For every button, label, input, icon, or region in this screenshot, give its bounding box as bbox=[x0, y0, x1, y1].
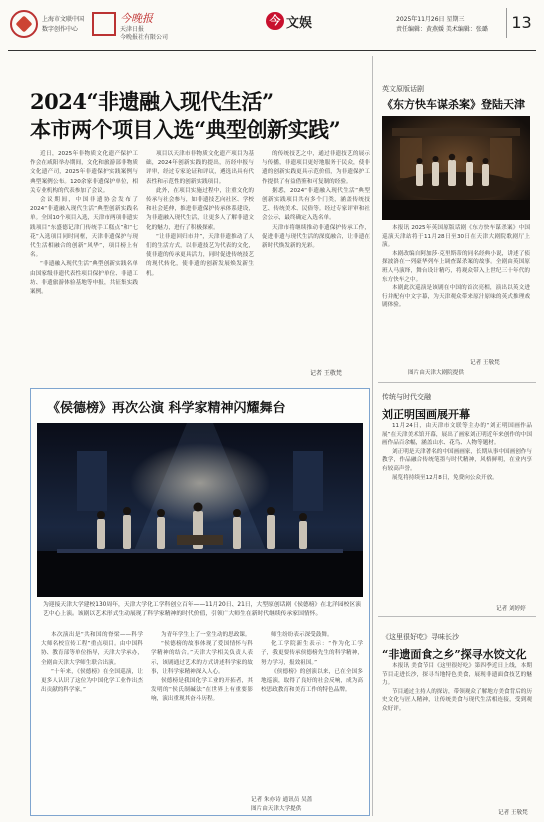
paragraph: 展览将持续至12月8日，免费向公众开放。 bbox=[392, 474, 498, 481]
feature-headline: 《侯德榜》再次公演 科学家精神闪耀舞台 bbox=[47, 401, 286, 416]
feature-photo-caption: 为迎接天津大学建校130周年，天津大学化工学科创立百年——11月20日、21日，大型原创话剧《侯德榜》在北洋园校区演艺中心上演。该剧以艺术形式生动展现了科学家精神的时代价值，引领广大师生在新时代继续传承家国情怀。 bbox=[43, 602, 361, 617]
section-badge: 今 bbox=[266, 12, 284, 30]
paragraph: 师生纷纷表示深受鼓舞。 bbox=[271, 632, 333, 638]
lead-column-3 bbox=[262, 150, 370, 368]
right-bottom-headline: “非遗面食之乡”探寻水饺文化 bbox=[382, 648, 527, 661]
paragraph: “让非遗回归市井”，天津非遗推动了人们的生活方式，以非遗技艺为代表的文化，使非遗的传承更具活力，同时促进传统技艺的现代转化，使非遗的创新发展焕发新生机。 bbox=[146, 233, 254, 277]
newspaper-logo-text-1: 天津日报 bbox=[120, 26, 145, 33]
right-mid-headline: 刘正明国画展开幕 bbox=[382, 408, 470, 421]
feature-article-body bbox=[41, 631, 363, 791]
section-name: 文娱 bbox=[286, 16, 313, 31]
publisher-logo-icon bbox=[10, 10, 38, 38]
paragraph: 的传统技艺之中，通过非遗技艺的展示与传播，非遗项目更好地服务于民众，使非遗的创新实践更具示范价值，为非遗保护工作提供了有益借鉴和可复制的经验。 bbox=[262, 151, 370, 185]
paragraph: 节目通过主持人的探访，带领观众了解地方美食背后的历史文化与匠人精神，让传统美食与现代生活相连接，受到观众好评。 bbox=[382, 688, 532, 712]
paragraph: “侯德榜的故事体现了爱国情怀与科学精神的结合。”天津大学相关负责人表示，该剧通过艺术的方式讲述科学家的故事，让科学家精神深入人心。 bbox=[151, 641, 253, 675]
lead-headline-line-1: 2024“非遗融入现代生活” bbox=[30, 89, 274, 114]
paragraph: 刘正明是天津著名的中国画画家，长期从事中国画创作与教学，作品融合传统笔墨与时代精神，风格鲜明，在业内享有较高声誉。 bbox=[382, 448, 532, 472]
newspaper-logo-icon bbox=[92, 12, 116, 36]
feature-box bbox=[30, 388, 370, 816]
paragraph: 11月24日，由天津市文联等主办的“刘正明国画作品展”在天津美术馆开幕，展出了画家刘正明近年来创作的中国画作品百余幅，涵盖山水、花鸟、人物等题材。 bbox=[382, 423, 532, 447]
right-divider-2 bbox=[378, 616, 536, 617]
paragraph: 项目以天津市非物质文化遗产项目为基础，2024年创新实践的提出，历经申报与评审，经过专家论证和评议，遴选出具有代表性和示范性的创新实践项目。 bbox=[146, 151, 254, 185]
right-bottom-article-body bbox=[382, 662, 532, 808]
paragraph: 会议期间，中国非遗协会发布了2024“非遗融入现代生活”典型创新实践名单。全国10个项目入选，天津市两项非遗实践项目“东盛德记津门传统手工糕点”和“七花”入选项目同时同框，天津非遗保护与现代生活相融合的创新“风华”，项目榜上有名。 bbox=[30, 197, 138, 259]
editor-credits: 责任编辑：黄燕媛 美术编辑：张璐 bbox=[396, 26, 488, 33]
right-divider-1 bbox=[378, 382, 536, 383]
feature-byline: 记者 朱亦诗 通讯员 吴蔷 bbox=[251, 797, 313, 803]
paragraph: 侯德榜是我国化学工业的开拓者，其发明的“侯氏制碱法”在世界上有重要影响，演出重现其奋斗历程。 bbox=[151, 678, 253, 703]
right-top-byline: 记者 王敬梵 bbox=[470, 360, 500, 366]
right-top-kicker: 英文原版话剧 bbox=[382, 85, 424, 93]
feature-column-3 bbox=[261, 631, 363, 791]
lead-column-2 bbox=[146, 150, 254, 368]
right-mid-article-body bbox=[382, 422, 532, 592]
paragraph: 近日，2025年非物质文化遗产保护工作会在咸阳举办期间，文化和旅游部非物质文化遗产司，2025年非遗保护实践案例与典型案例公布。120余家非遗保护单位，相关专业机构的代表参加了会议。 bbox=[30, 151, 138, 194]
paragraph: 本报讯 美食节目《这里很好吃》第四季近日上线，本期节目走进长沙，探寻当地特色美食，展现非遗面食技艺的魅力。 bbox=[382, 663, 532, 687]
paragraph: 本次演出是“共和国的脊梁——科学大师名校宣传工程”重点项目。由中国科协、教育部等单位指导，天津大学承办，全剧由天津大学师生联合出演。 bbox=[41, 632, 143, 666]
feature-column-2 bbox=[151, 631, 253, 791]
right-top-photo-credit: 图片由天津大剧院提供 bbox=[408, 370, 464, 376]
feature-photo-illustration bbox=[37, 423, 363, 597]
column-divider bbox=[372, 56, 373, 816]
paragraph: “十年来，《侯德榜》在全国巡演，让更多人认识了这位为中国化学工业作出杰出贡献的科学家。” bbox=[41, 668, 143, 694]
newspaper-logo-text-2: 今晚报社有限公司 bbox=[120, 34, 169, 41]
paragraph: 本剧此次巡演是该剧在中国的首次亮相，演出以英文进行并配有中文字幕，为天津观众带来原汁原味的英式推理戏剧体验。 bbox=[382, 285, 530, 309]
paragraph: “非遗融入现代生活”典型创新实践名单由国家级非遗代表性项目保护单位、非遗工坊、非遗旅游体验基地等申报，共征集实践案例。 bbox=[30, 261, 138, 296]
feature-photo-credit: 图片由天津大学提供 bbox=[251, 806, 302, 812]
lead-column-1 bbox=[30, 150, 138, 368]
right-bottom-kicker: 《这里很好吃》寻味长沙 bbox=[382, 633, 459, 641]
paragraph: 据悉，2024“非遗融入现代生活”典型创新实践项目共有多个门类，涵盖传统技艺、传统美术、民俗等。经过专家评审和社会公示，最终确定入选名单。 bbox=[262, 187, 370, 222]
publisher-logo-text-1: 上海市文联中国 bbox=[42, 16, 85, 23]
paragraph: 本报讯 2025年英国原版话剧《东方快车谋杀案》中国巡演天津站将于11月28日至30日在天津大剧院歌剧厅上演。 bbox=[382, 225, 530, 249]
paragraph: 天津市将继续推动非遗保护传承工作，促进非遗与现代生活的深度融合，让非遗在新时代焕发新的光彩。 bbox=[262, 224, 370, 250]
right-mid-byline: 记者 刘婷婷 bbox=[496, 606, 526, 612]
lead-headline-line-2: 本市两个项目入选“典型创新实践” bbox=[30, 117, 341, 142]
newspaper-logo bbox=[92, 10, 169, 44]
right-top-headline: 《东方快车谋杀案》登陆天津 bbox=[382, 98, 525, 111]
publisher-logo-text-2: 数字创作中心 bbox=[42, 26, 79, 33]
paragraph: 本剧改编自阿加莎·克里斯蒂的同名经典小说，讲述了侦探波洛在一列豪华列车上调查谋杀案的故事。全剧由英国原班人马演绎，舞台设计精巧，将观众带入上世纪三十年代的东方快车之中。 bbox=[382, 250, 530, 283]
paragraph: 化工学院新生表示：“作为化工学子，我更要传承侯德榜先生的科学精神，努力学习，报效祖国。” bbox=[261, 641, 363, 666]
issue-date: 2025年11月26日 星期三 bbox=[396, 16, 465, 23]
feature-column-1 bbox=[41, 631, 143, 791]
stage-photo-illustration bbox=[382, 116, 530, 220]
publisher-logo bbox=[10, 10, 84, 44]
newspaper-logo-name: 今晚报 bbox=[120, 12, 153, 25]
paragraph: 《侯德榜》的创演以来，已在全国多地巡演，取得了良好的社会反响，成为高校思政教育和美育工作的特色品牌。 bbox=[261, 668, 363, 694]
right-mid-kicker: 传统与时代交融 bbox=[382, 393, 431, 401]
lead-article-body bbox=[30, 150, 370, 368]
paragraph: 为青年学生上了一堂生动的思政课。 bbox=[161, 632, 251, 638]
right-top-article-body bbox=[382, 224, 530, 354]
lead-byline: 记者 王敬梵 bbox=[310, 370, 342, 377]
page-number: 13 bbox=[506, 8, 536, 38]
paragraph: 此外，在项目实施过程中，注重文化的传承与社会参与，如非遗技艺向社区、学校和社会延伸，推进非遗保护传承体系建设，为非遗融入现代生活，让更多人了解非遗文化的魅力，进行了积极探索。 bbox=[146, 187, 254, 231]
stage-photo-hou-debang bbox=[37, 423, 363, 597]
stage-photo-orient-express bbox=[382, 116, 530, 220]
masthead bbox=[8, 8, 536, 48]
masthead-divider bbox=[8, 50, 536, 51]
right-bottom-byline: 记者 王敬梵 bbox=[498, 810, 528, 816]
